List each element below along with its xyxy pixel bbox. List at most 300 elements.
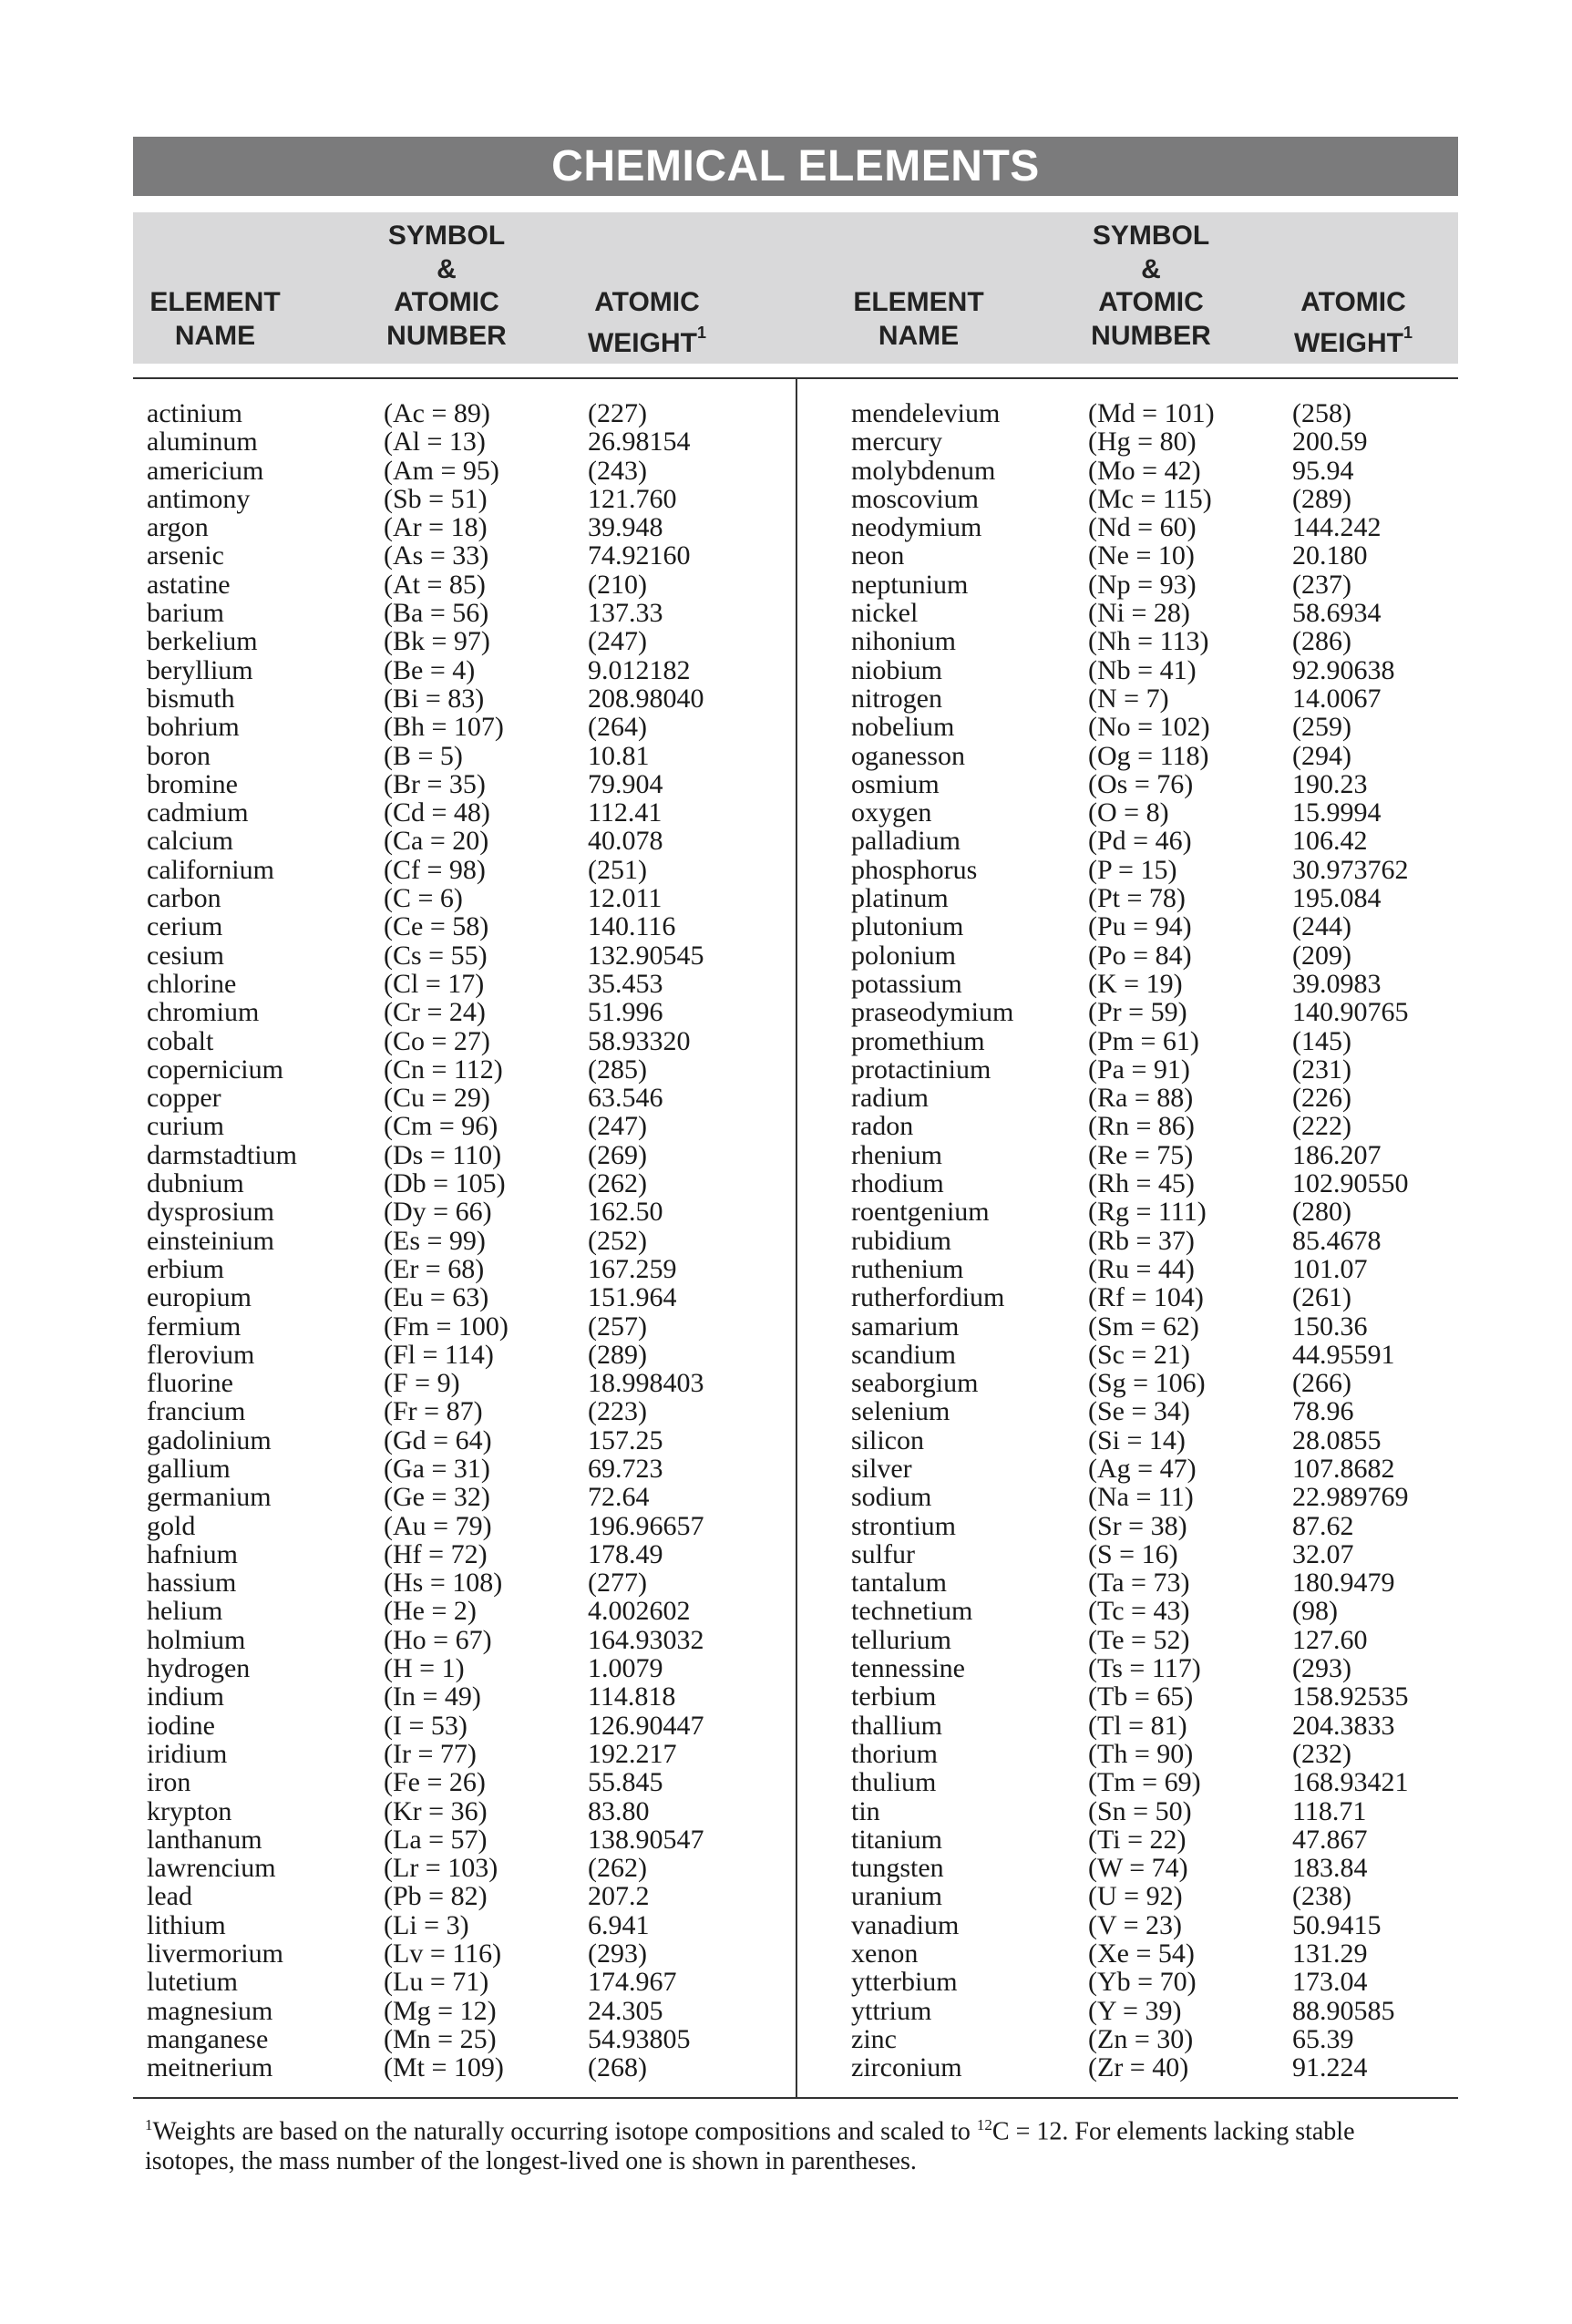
- element-name: sodium: [851, 1482, 932, 1513]
- element-symbol-number: (Cm = 96): [384, 1111, 498, 1142]
- element-symbol-number: (Rh = 45): [1088, 1168, 1195, 1199]
- table-row: [851, 1426, 1453, 1455]
- element-name: livermorium: [147, 1938, 283, 1969]
- element-atomic-weight: 12.011: [588, 883, 663, 914]
- element-name: copper: [147, 1083, 221, 1114]
- element-symbol-number: (V = 23): [1088, 1909, 1183, 1940]
- element-symbol-number: (Si = 14): [1088, 1424, 1186, 1455]
- element-symbol-number: (Pa = 91): [1088, 1054, 1190, 1085]
- table-row: [147, 827, 785, 855]
- element-atomic-weight: 22.989769: [1292, 1482, 1409, 1513]
- element-symbol-number: (Ga = 31): [384, 1453, 490, 1484]
- table-row: [147, 1112, 785, 1140]
- table-row: [851, 1797, 1453, 1825]
- table-row: [851, 1911, 1453, 1939]
- element-name: gadolinium: [147, 1424, 272, 1455]
- header-element-name: [133, 286, 297, 353]
- element-atomic-weight: 162.50: [588, 1197, 663, 1228]
- element-name: fluorine: [147, 1368, 233, 1399]
- table-row: [851, 1198, 1453, 1226]
- header-line: ATOMIC: [1098, 287, 1204, 317]
- element-name: radium: [851, 1083, 929, 1114]
- element-atomic-weight: (231): [1292, 1054, 1351, 1085]
- element-name: aluminum: [147, 427, 258, 458]
- element-name: lead: [147, 1881, 192, 1912]
- table-row: [851, 1682, 1453, 1711]
- table-row: [147, 1968, 785, 1996]
- element-symbol-number: (Pt = 78): [1088, 883, 1186, 914]
- table-row: [147, 1997, 785, 2025]
- element-symbol-number: (Lr = 103): [384, 1853, 498, 1884]
- element-symbol-number: (Au = 79): [384, 1510, 492, 1541]
- element-symbol-number: (Zn = 30): [1088, 2023, 1194, 2054]
- table-row: [851, 485, 1453, 513]
- element-symbol-number: (Gd = 64): [384, 1424, 492, 1455]
- element-atomic-weight: (286): [1292, 626, 1351, 657]
- element-atomic-weight: (252): [588, 1225, 647, 1256]
- header-line: ATOMIC: [394, 287, 499, 317]
- table-row: [851, 399, 1453, 427]
- element-atomic-weight: (209): [1292, 940, 1351, 971]
- element-symbol-number: (Bk = 97): [384, 626, 490, 657]
- element-name: arsenic: [147, 540, 224, 571]
- element-name: rhenium: [851, 1139, 942, 1170]
- element-name: lawrencium: [147, 1853, 276, 1884]
- table-row: [851, 742, 1453, 770]
- element-name: carbon: [147, 883, 221, 914]
- table-row: [147, 1512, 785, 1540]
- element-name: polonium: [851, 940, 957, 971]
- element-symbol-number: (Tl = 81): [1088, 1710, 1187, 1741]
- element-atomic-weight: 72.64: [588, 1482, 650, 1513]
- element-atomic-weight: 180.9479: [1292, 1568, 1395, 1599]
- element-symbol-number: (La = 57): [384, 1824, 488, 1855]
- element-symbol-number: (Eu = 63): [384, 1282, 489, 1313]
- element-symbol-number: (Ho = 67): [384, 1624, 492, 1655]
- table-row: [147, 541, 785, 570]
- element-atomic-weight: 9.012182: [588, 654, 691, 685]
- element-atomic-weight: 39.948: [588, 512, 663, 543]
- table-row: [851, 1997, 1453, 2025]
- table-row: [147, 2025, 785, 2053]
- element-name: tungsten: [851, 1853, 944, 1884]
- element-symbol-number: (Ce = 58): [384, 911, 489, 942]
- element-atomic-weight: 1.0079: [588, 1653, 663, 1684]
- element-symbol-number: (Mg = 12): [384, 1995, 497, 2026]
- table-row: [851, 1227, 1453, 1255]
- element-atomic-weight: 190.23: [1292, 768, 1368, 799]
- element-symbol-number: (Be = 4): [384, 654, 476, 685]
- element-name: osmium: [851, 768, 940, 799]
- element-atomic-weight: 28.0855: [1292, 1424, 1382, 1455]
- header-line: WEIGHT: [1293, 327, 1403, 358]
- element-atomic-weight: 112.41: [588, 797, 663, 828]
- table-row: [147, 1227, 785, 1255]
- element-atomic-weight: 10.81: [588, 740, 650, 771]
- element-name: nobelium: [851, 712, 955, 743]
- table-row: [851, 457, 1453, 485]
- table-row: [851, 1397, 1453, 1425]
- table-row: [147, 1597, 785, 1625]
- table-row: [851, 684, 1453, 713]
- element-atomic-weight: 183.84: [1292, 1853, 1368, 1884]
- element-atomic-weight: 63.546: [588, 1083, 663, 1114]
- element-name: europium: [147, 1282, 252, 1313]
- element-name: neodymium: [851, 512, 982, 543]
- element-name: manganese: [147, 2023, 269, 2054]
- element-name: rubidium: [851, 1225, 951, 1256]
- element-name: iodine: [147, 1710, 215, 1741]
- element-atomic-weight: (269): [588, 1139, 647, 1170]
- element-atomic-weight: (237): [1292, 569, 1351, 600]
- element-symbol-number: (Po = 84): [1088, 940, 1192, 971]
- element-atomic-weight: 87.62: [1292, 1510, 1354, 1541]
- element-symbol-number: (Kr = 36): [384, 1795, 488, 1826]
- element-symbol-number: (Pd = 46): [1088, 826, 1192, 857]
- element-symbol-number: (F = 9): [384, 1368, 460, 1399]
- header-line: SYMBOL: [387, 221, 506, 251]
- table-row: [147, 1027, 785, 1055]
- element-symbol-number: (C = 6): [384, 883, 463, 914]
- element-symbol-number: (Cs = 55): [384, 940, 488, 971]
- element-symbol-number: (Nh = 113): [1088, 626, 1209, 657]
- element-symbol-number: (Ti = 22): [1088, 1824, 1187, 1855]
- element-symbol-number: (Re = 75): [1088, 1139, 1194, 1170]
- element-name: tin: [851, 1795, 880, 1826]
- element-name: palladium: [851, 826, 961, 857]
- element-name: ytterbium: [851, 1967, 958, 1998]
- element-symbol-number: (Hg = 80): [1088, 427, 1197, 458]
- element-symbol-number: (Pb = 82): [384, 1881, 488, 1912]
- element-atomic-weight: 30.973762: [1292, 854, 1409, 885]
- element-name: iridium: [147, 1738, 228, 1769]
- element-atomic-weight: 127.60: [1292, 1624, 1368, 1655]
- element-name: rutherfordium: [851, 1282, 1005, 1313]
- element-name: magnesium: [147, 1995, 273, 2026]
- element-name: americium: [147, 455, 264, 486]
- element-atomic-weight: 207.2: [588, 1881, 650, 1912]
- table-row: [851, 941, 1453, 970]
- table-header: [133, 212, 1458, 364]
- element-name: iron: [147, 1767, 191, 1798]
- element-name: potassium: [851, 968, 962, 999]
- element-name: antimony: [147, 483, 251, 514]
- element-atomic-weight: 40.078: [588, 826, 663, 857]
- header-line: ATOMIC: [594, 287, 700, 317]
- element-symbol-number: (K = 19): [1088, 968, 1183, 999]
- table-row: [851, 1654, 1453, 1682]
- table-row: [147, 1483, 785, 1511]
- element-symbol-number: (Pr = 59): [1088, 997, 1187, 1028]
- element-atomic-weight: 54.93805: [588, 2023, 691, 2054]
- table-row: [147, 684, 785, 713]
- table-row: [851, 1939, 1453, 1968]
- element-name: flerovium: [147, 1339, 255, 1370]
- element-symbol-number: (Ca = 20): [384, 826, 489, 857]
- table-row: [851, 656, 1453, 684]
- element-name: californium: [147, 854, 274, 885]
- element-name: vanadium: [851, 1909, 960, 1940]
- element-name: mercury: [851, 427, 942, 458]
- element-symbol-number: (Co = 27): [384, 1025, 490, 1056]
- element-atomic-weight: 15.9994: [1292, 797, 1382, 828]
- table-row: [851, 884, 1453, 912]
- element-symbol-number: (Md = 101): [1088, 398, 1215, 428]
- element-name: dubnium: [147, 1168, 244, 1199]
- element-name: praseodymium: [851, 997, 1014, 1028]
- element-name: lanthanum: [147, 1824, 262, 1855]
- element-name: ruthenium: [851, 1253, 964, 1284]
- element-atomic-weight: (238): [1292, 1881, 1351, 1912]
- table-row: [147, 457, 785, 485]
- element-atomic-weight: 91.224: [1292, 2052, 1368, 2083]
- element-symbol-number: (Er = 68): [384, 1253, 485, 1284]
- table-row: [851, 1283, 1453, 1311]
- element-atomic-weight: 58.93320: [588, 1025, 691, 1056]
- table-row: [147, 1169, 785, 1198]
- table-row: [147, 1426, 785, 1455]
- element-name: cobalt: [147, 1025, 214, 1056]
- footnote-text: C = 12. For elements lacking stable isotopes, the mass number of the longest-lived one is shown in parentheses.: [145, 2117, 1355, 2176]
- table-row: [851, 599, 1453, 627]
- element-symbol-number: (Og = 118): [1088, 740, 1209, 771]
- element-symbol-number: (Ar = 18): [384, 512, 488, 543]
- element-symbol-number: (Nd = 60): [1088, 512, 1197, 543]
- element-symbol-number: (Cl = 17): [384, 968, 485, 999]
- header-line: ELEMENT: [149, 287, 281, 317]
- element-symbol-number: (No = 102): [1088, 712, 1210, 743]
- element-name: fermium: [147, 1311, 241, 1342]
- element-symbol-number: (Fe = 26): [384, 1767, 486, 1798]
- element-symbol-number: (Sc = 21): [1088, 1339, 1190, 1370]
- element-name: nihonium: [851, 626, 957, 657]
- element-symbol-number: (Ne = 10): [1088, 540, 1195, 571]
- table-row: [851, 1341, 1453, 1369]
- element-symbol-number: (Tb = 65): [1088, 1681, 1194, 1712]
- element-atomic-weight: 39.0983: [1292, 968, 1382, 999]
- element-name: lutetium: [147, 1967, 238, 1998]
- element-name: astatine: [147, 569, 231, 600]
- element-atomic-weight: (243): [588, 455, 647, 486]
- element-symbol-number: (B = 5): [384, 740, 463, 771]
- element-atomic-weight: 18.998403: [588, 1368, 704, 1399]
- table-row: [147, 1084, 785, 1112]
- footnote-mark: 1: [696, 323, 706, 342]
- element-atomic-weight: 174.967: [588, 1967, 677, 1998]
- table-row: [147, 1654, 785, 1682]
- element-name: krypton: [147, 1795, 232, 1826]
- table-row: [147, 941, 785, 970]
- element-symbol-number: (Mo = 42): [1088, 455, 1201, 486]
- table-row: [851, 1854, 1453, 1882]
- header-line: ELEMENT: [853, 287, 984, 317]
- element-name: molybdenum: [851, 455, 996, 486]
- table-row: [851, 1455, 1453, 1483]
- table-row: [147, 1854, 785, 1882]
- element-atomic-weight: 200.59: [1292, 427, 1368, 458]
- element-atomic-weight: (289): [1292, 483, 1351, 514]
- table-row: [851, 1255, 1453, 1283]
- element-atomic-weight: (145): [1292, 1025, 1351, 1056]
- table-row: [147, 1255, 785, 1283]
- table-row: [147, 571, 785, 599]
- table-row: [147, 970, 785, 998]
- element-symbol-number: (I = 53): [384, 1710, 467, 1741]
- header-line: &: [437, 253, 457, 284]
- element-symbol-number: (Lv = 116): [384, 1938, 502, 1969]
- element-atomic-weight: 140.90765: [1292, 997, 1409, 1028]
- table-row: [851, 1055, 1453, 1084]
- element-name: beryllium: [147, 654, 253, 685]
- element-symbol-number: (W = 74): [1088, 1853, 1188, 1884]
- element-symbol-number: (Rg = 111): [1088, 1197, 1207, 1228]
- element-name: zinc: [851, 2023, 897, 2054]
- element-symbol-number: (Y = 39): [1088, 1995, 1182, 2026]
- table-row: [147, 1369, 785, 1397]
- element-name: hydrogen: [147, 1653, 251, 1684]
- element-symbol-number: (Li = 3): [384, 1909, 469, 1940]
- element-symbol-number: (Hs = 108): [384, 1568, 503, 1599]
- element-atomic-weight: (247): [588, 1111, 647, 1142]
- element-symbol-number: (Rn = 86): [1088, 1111, 1195, 1142]
- table-row: [851, 1597, 1453, 1625]
- element-atomic-weight: 58.6934: [1292, 598, 1382, 629]
- element-symbol-number: (Lu = 71): [384, 1967, 489, 1998]
- element-atomic-weight: 95.94: [1292, 455, 1354, 486]
- element-atomic-weight: 168.93421: [1292, 1767, 1409, 1798]
- element-symbol-number: (Sb = 51): [384, 483, 488, 514]
- element-symbol-number: (Te = 52): [1088, 1624, 1190, 1655]
- element-atomic-weight: 126.90447: [588, 1710, 704, 1741]
- element-atomic-weight: (268): [588, 2052, 647, 2083]
- table-row: [147, 1712, 785, 1740]
- element-atomic-weight: 144.242: [1292, 512, 1382, 543]
- element-name: boron: [147, 740, 211, 771]
- element-atomic-weight: 26.98154: [588, 427, 691, 458]
- table-row: [851, 1369, 1453, 1397]
- element-atomic-weight: 204.3833: [1292, 1710, 1395, 1741]
- element-name: gold: [147, 1510, 196, 1541]
- element-name: cerium: [147, 911, 223, 942]
- element-name: thorium: [851, 1738, 938, 1769]
- table-row: [851, 1968, 1453, 1996]
- table-row: [147, 599, 785, 627]
- element-atomic-weight: 78.96: [1292, 1396, 1354, 1427]
- element-symbol-number: (Mt = 109): [384, 2052, 504, 2083]
- table-row: [851, 427, 1453, 456]
- element-atomic-weight: (223): [588, 1396, 647, 1427]
- element-name: moscovium: [851, 483, 979, 514]
- table-row: [147, 1825, 785, 1854]
- right-element-column: [851, 399, 1453, 2082]
- element-name: platinum: [851, 883, 949, 914]
- element-atomic-weight: (262): [588, 1853, 647, 1884]
- table-row: [147, 656, 785, 684]
- element-atomic-weight: (232): [1292, 1738, 1351, 1769]
- element-atomic-weight: 14.0067: [1292, 683, 1382, 714]
- element-name: zirconium: [851, 2052, 962, 2083]
- element-name: copernicium: [147, 1054, 283, 1085]
- element-symbol-number: (Bh = 107): [384, 712, 504, 743]
- element-atomic-weight: 79.904: [588, 768, 663, 799]
- element-atomic-weight: (227): [588, 398, 647, 428]
- element-symbol-number: (Bi = 83): [384, 683, 485, 714]
- element-symbol-number: (O = 8): [1088, 797, 1169, 828]
- element-name: radon: [851, 1111, 914, 1142]
- element-name: hafnium: [147, 1538, 238, 1569]
- header-atomic-weight: [1280, 286, 1426, 360]
- table-row: [147, 399, 785, 427]
- element-symbol-number: (Ag = 47): [1088, 1453, 1197, 1484]
- table-row: [147, 1911, 785, 1939]
- element-name: uranium: [851, 1881, 942, 1912]
- table-row: [851, 541, 1453, 570]
- element-symbol-number: (Rb = 37): [1088, 1225, 1195, 1256]
- table-row: [851, 1740, 1453, 1768]
- header-element-name: [837, 286, 1001, 353]
- element-atomic-weight: (289): [588, 1339, 647, 1370]
- table-row: [851, 1112, 1453, 1140]
- element-symbol-number: (Ru = 44): [1088, 1253, 1195, 1284]
- element-symbol-number: (Cd = 48): [384, 797, 490, 828]
- element-name: nitrogen: [851, 683, 942, 714]
- table-row: [851, 998, 1453, 1026]
- element-symbol-number: (Fl = 114): [384, 1339, 494, 1370]
- element-name: barium: [147, 598, 224, 629]
- table-row: [147, 627, 785, 655]
- element-symbol-number: (Dy = 66): [384, 1197, 492, 1228]
- element-atomic-weight: 50.9415: [1292, 1909, 1382, 1940]
- element-atomic-weight: 132.90545: [588, 940, 704, 971]
- element-name: technetium: [851, 1596, 973, 1627]
- element-atomic-weight: (247): [588, 626, 647, 657]
- table-row: [147, 1455, 785, 1483]
- table-row: [851, 513, 1453, 541]
- header-line: NUMBER: [386, 320, 507, 351]
- element-name: thulium: [851, 1767, 937, 1798]
- element-atomic-weight: 6.941: [588, 1909, 650, 1940]
- table-row: [851, 1882, 1453, 1910]
- header-line: NAME: [878, 320, 960, 351]
- table-row: [147, 1055, 785, 1084]
- element-symbol-number: (Es = 99): [384, 1225, 486, 1256]
- isotope-superscript: 12: [976, 2116, 992, 2134]
- element-atomic-weight: (264): [588, 712, 647, 743]
- header-line: ATOMIC: [1300, 287, 1406, 317]
- element-symbol-number: (Fm = 100): [384, 1311, 509, 1342]
- element-atomic-weight: 4.002602: [588, 1596, 691, 1627]
- element-symbol-number: (Db = 105): [384, 1168, 506, 1199]
- element-symbol-number: (Al = 13): [384, 427, 486, 458]
- table-row: [851, 1825, 1453, 1854]
- header-line: SYMBOL: [1092, 221, 1210, 251]
- element-symbol-number: (Pu = 94): [1088, 911, 1192, 942]
- element-name: argon: [147, 512, 209, 543]
- table-row: [147, 1682, 785, 1711]
- element-symbol-number: (Zr = 40): [1088, 2052, 1189, 2083]
- header-line: WEIGHT: [587, 327, 697, 358]
- element-atomic-weight: 121.760: [588, 483, 677, 514]
- table-row: [851, 571, 1453, 599]
- element-name: chlorine: [147, 968, 237, 999]
- table-row: [147, 2053, 785, 2082]
- element-symbol-number: (Tm = 69): [1088, 1767, 1201, 1798]
- table-row: [147, 1283, 785, 1311]
- element-atomic-weight: (280): [1292, 1197, 1351, 1228]
- element-symbol-number: (Nb = 41): [1088, 654, 1197, 685]
- element-atomic-weight: (293): [588, 1938, 647, 1969]
- table-row: [851, 1626, 1453, 1654]
